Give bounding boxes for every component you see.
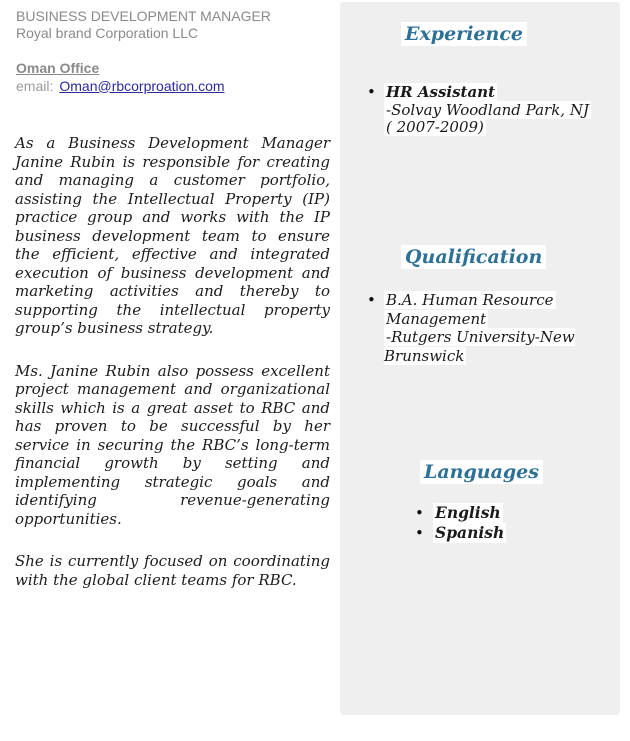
email-label: email: (16, 77, 54, 94)
qualification-school: -Rutgers University-New Brunswick (384, 328, 575, 365)
bullet-icon: • (415, 524, 424, 542)
experience-heading: Experience (401, 22, 527, 46)
qualification-item (367, 291, 620, 365)
qualification-degree-line1: B.A. Human Resource (386, 291, 554, 309)
email-link[interactable]: Oman@rbcorproation.com (59, 77, 225, 94)
qualification-heading: Qualification (401, 245, 546, 269)
language-item (415, 523, 506, 543)
summary-paragraph-2: Ms. Janine Rubin also possess excellent project management and organizational skills which is a great asset to RBC and has proven to be successful by her service in securing the RBC’s long-term financial growth by setting and implementing strategic goals and identifying revenue-generating opportunities. (15, 361, 330, 528)
office-block (16, 60, 225, 95)
language-item (415, 503, 506, 523)
languages-heading: Languages (420, 460, 543, 484)
company-name: Royal brand Corporation LLC (16, 25, 199, 41)
bullet-icon: • (367, 291, 376, 309)
summary-paragraph-3: She is currently focused on coordinating with the global client teams for RBC. (15, 552, 330, 589)
qualification-item-content (384, 291, 620, 365)
languages-list (415, 503, 506, 543)
experience-item-dates: ( 2007-2009) (386, 118, 484, 136)
bullet-icon: • (415, 504, 424, 522)
summary-block (15, 134, 330, 613)
experience-item-location: -Solvay Woodland Park, NJ (386, 100, 589, 119)
bullet-icon: • (367, 83, 376, 101)
email-row (16, 78, 225, 96)
experience-item (367, 84, 591, 137)
experience-item-title: HR Assistant (386, 83, 496, 101)
job-title: BUSINESS DEVELOPMENT MANAGER (16, 8, 271, 24)
header-block (16, 8, 271, 42)
language-label: English (435, 503, 501, 522)
sidebar-panel (340, 2, 620, 715)
language-label: Spanish (435, 523, 505, 542)
qualification-degree-line2: Management (386, 309, 487, 328)
summary-paragraph-1: As a Business Development Manager Janine Rubin is responsible for creating and managing a customer portfolio, assisting the Intellectual Property (IP) practice group and works with the IP business development team to ensure the efficient, effective and integrated execution of business development and marketing activities and thereby to supporting the intellectual property group’s business strategy. (15, 134, 330, 337)
office-name: Oman Office (16, 60, 100, 76)
experience-item-content (384, 84, 591, 137)
